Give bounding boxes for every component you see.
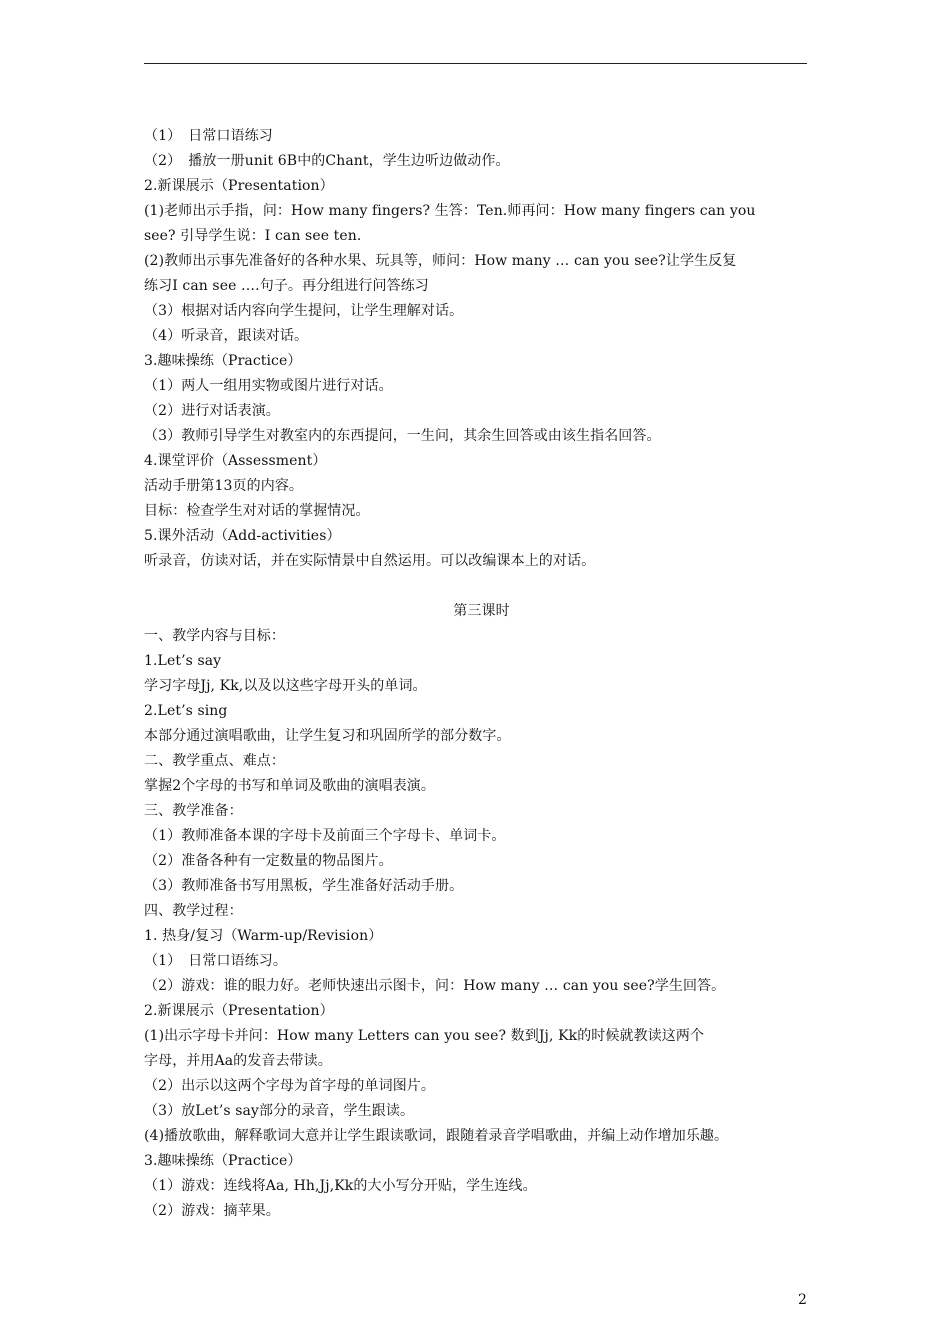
- text-line: （3）根据对话内容向学生提问，让学生理解对话。: [144, 303, 464, 319]
- header-rule: [144, 63, 807, 64]
- section-heading: 2.新课展示（Presentation）: [144, 178, 334, 194]
- section-heading: 4.课堂评价（Assessment）: [144, 453, 327, 469]
- section-heading: 三、教学准备：: [144, 803, 243, 819]
- section-heading: 3.趣味操练（Practice）: [144, 1153, 302, 1169]
- text-line: 2.Let’s sing: [144, 703, 228, 719]
- lesson-title: 第三课时: [453, 603, 510, 619]
- section-heading: 5.课外活动（Add-activities）: [144, 528, 341, 544]
- text-line: (1)出示字母卡并问：How many Letters can you see? 数到Jj, Kk的时候就教读这两个: [144, 1028, 705, 1044]
- section-heading: 一、教学内容与目标：: [144, 628, 285, 644]
- text-line: 学习字母Jj, Kk,以及以这些字母开头的单词。: [144, 678, 427, 694]
- text-line: 1.Let’s say: [144, 653, 222, 669]
- text-line: （1） 日常口语练习。: [144, 953, 288, 969]
- text-line: (4)播放歌曲，解释歌词大意并让学生跟读歌词，跟随着录音学唱歌曲，并编上动作增加乐趣。: [144, 1128, 729, 1144]
- text-line: 掌握2个字母的书写和单词及歌曲的演唱表演。: [144, 778, 436, 794]
- text-line: 字母，并用Aa的发音去带读。: [144, 1053, 332, 1069]
- text-line: 本部分通过演唱歌曲，让学生复习和巩固所学的部分数字。: [144, 728, 511, 744]
- text-line: （3）放Let’s say部分的录音，学生跟读。: [144, 1103, 415, 1119]
- text-line: （2） 播放一册unit 6B中的Chant，学生边听边做动作。: [144, 153, 510, 169]
- text-line: see? 引导学生说：I can see ten.: [144, 228, 362, 244]
- text-line: (1)老师出示手指，问：How many fingers? 生答：Ten.师再问：How many fingers can you: [144, 203, 756, 219]
- text-line: （2）游戏：谁的眼力好。老师快速出示图卡，问：How many … can you see?学生回答。: [144, 978, 726, 994]
- text-line: （2）游戏：摘苹果。: [144, 1203, 280, 1219]
- text-line: （1）两人一组用实物或图片进行对话。: [144, 378, 393, 394]
- text-line: （3）教师引导学生对教室内的东西提问，一生问，其余生回答或由该生指名回答。: [144, 428, 661, 444]
- text-line: (2)教师出示事先准备好的各种水果、玩具等，师问：How many … can you see?让学生反复: [144, 253, 737, 269]
- text-line: 听录音，仿读对话，并在实际情景中自然运用。可以改编课本上的对话。: [144, 553, 596, 569]
- text-line: （2）准备各种有一定数量的物品图片。: [144, 853, 393, 869]
- text-line: （4）听录音，跟读对话。: [144, 328, 309, 344]
- blank-line: [144, 574, 819, 599]
- section-heading: 二、教学重点、难点：: [144, 753, 285, 769]
- section-heading: 1. 热身/复习（Warm-up/Revision）: [144, 928, 383, 944]
- document-body: [144, 124, 819, 1224]
- text-line: 目标：检查学生对对话的掌握情况。: [144, 503, 370, 519]
- section-heading: 3.趣味操练（Practice）: [144, 353, 302, 369]
- text-line: （2）进行对话表演。: [144, 403, 280, 419]
- page-number: 2: [798, 1292, 807, 1308]
- section-heading: 四、教学过程：: [144, 903, 243, 919]
- text-line: （3）教师准备书写用黑板，学生准备好活动手册。: [144, 878, 464, 894]
- text-line: （1）游戏：连线将Aa, Hh,Jj,Kk的大小写分开贴，学生连线。: [144, 1178, 537, 1194]
- text-line: （1）教师准备本课的字母卡及前面三个字母卡、单词卡。: [144, 828, 506, 844]
- text-line: （1） 日常口语练习: [144, 128, 273, 144]
- section-heading: 2.新课展示（Presentation）: [144, 1003, 334, 1019]
- text-line: 活动手册第13页的内容。: [144, 478, 304, 494]
- text-line: 练习I can see ….句子。再分组进行问答练习: [144, 278, 429, 294]
- text-line: （2）出示以这两个字母为首字母的单词图片。: [144, 1078, 436, 1094]
